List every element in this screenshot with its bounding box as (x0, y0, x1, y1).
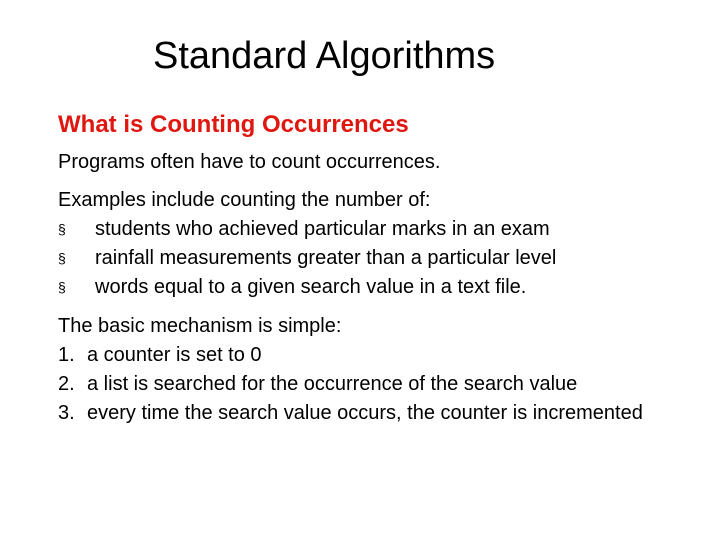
mechanism-step-list (58, 341, 708, 428)
slide-content (58, 108, 708, 428)
bullet-text: words equal to a given search value in a text file. (95, 276, 527, 298)
bullet-text: students who achieved particular marks in an exam (95, 218, 550, 240)
step-item (58, 370, 708, 399)
bullet-item (58, 244, 708, 273)
step-number: 3. (58, 402, 75, 424)
intro-text: Programs often have to count occurrences. (58, 151, 441, 173)
mechanism-intro-text: The basic mechanism is simple: (58, 315, 342, 337)
bullet-item (58, 273, 708, 302)
step-number: 1. (58, 344, 75, 366)
step-item (58, 399, 708, 428)
step-number: 2. (58, 373, 75, 395)
square-bullet-icon: § (58, 221, 66, 237)
bullet-text: rainfall measurements greater than a particular level (95, 247, 557, 269)
square-bullet-icon: § (58, 279, 66, 295)
step-item (58, 341, 708, 370)
step-text: a list is searched for the occurrence of the search value (87, 373, 578, 395)
section-subheading: What is Counting Occurrences (58, 111, 409, 138)
examples-intro-text: Examples include counting the number of: (58, 189, 431, 211)
square-bullet-icon: § (58, 250, 66, 266)
slide-title: Standard Algorithms (153, 35, 496, 77)
step-text: every time the search value occurs, the counter is incremented (87, 402, 643, 424)
bullet-item (58, 215, 708, 244)
examples-bullet-list (58, 215, 708, 302)
step-text: a counter is set to 0 (87, 344, 262, 366)
